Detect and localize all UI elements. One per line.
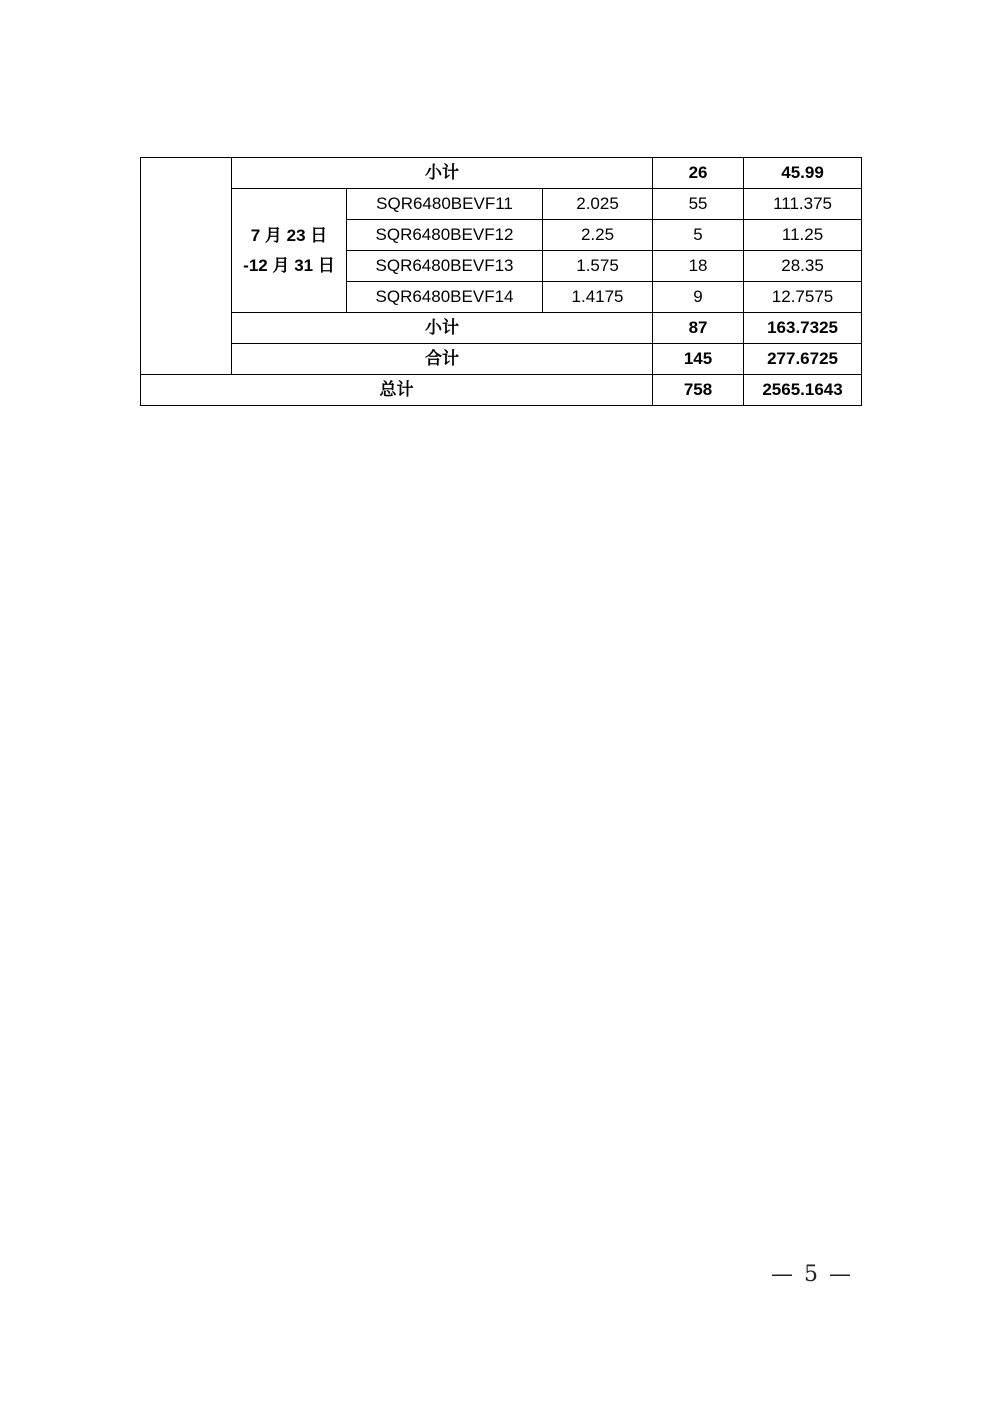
- total-amount: 277.6725: [744, 344, 862, 375]
- table-row: [141, 344, 862, 375]
- table-row: [141, 158, 862, 189]
- amount-cell: 11.25: [744, 220, 862, 251]
- unit-cell: 1.575: [543, 251, 653, 282]
- grand-total-label: 总计: [141, 375, 653, 406]
- unit-cell: 1.4175: [543, 282, 653, 313]
- amount-cell: 111.375: [744, 189, 862, 220]
- quantity-cell: 9: [653, 282, 744, 313]
- unit-cell: 2.025: [543, 189, 653, 220]
- subtotal-label: 小计: [232, 158, 653, 189]
- quantity-cell: 18: [653, 251, 744, 282]
- period-end: -12 月 31 日: [243, 255, 335, 275]
- model-cell: SQR6480BEVF11: [347, 189, 543, 220]
- grand-total-quantity: 758: [653, 375, 744, 406]
- subtotal-amount: 163.7325: [744, 313, 862, 344]
- table-row: [141, 189, 862, 220]
- unit-cell: 2.25: [543, 220, 653, 251]
- amount-cell: 28.35: [744, 251, 862, 282]
- grand-total-amount: 2565.1643: [744, 375, 862, 406]
- subtotal-label: 小计: [232, 313, 653, 344]
- total-quantity: 145: [653, 344, 744, 375]
- merged-blank-cell: [141, 158, 232, 375]
- page-number: — 5 —: [771, 1262, 853, 1287]
- model-cell: SQR6480BEVF12: [347, 220, 543, 251]
- table-row: [141, 375, 862, 406]
- model-cell: SQR6480BEVF14: [347, 282, 543, 313]
- subtotal-quantity: 87: [653, 313, 744, 344]
- quantity-cell: 55: [653, 189, 744, 220]
- period-cell: [232, 189, 347, 313]
- model-cell: SQR6480BEVF13: [347, 251, 543, 282]
- data-table: [140, 157, 862, 406]
- subtotal-amount: 45.99: [744, 158, 862, 189]
- table-row: [141, 313, 862, 344]
- subtotal-quantity: 26: [653, 158, 744, 189]
- total-label: 合计: [232, 344, 653, 375]
- quantity-cell: 5: [653, 220, 744, 251]
- period-start: 7 月 23 日: [250, 225, 328, 245]
- amount-cell: 12.7575: [744, 282, 862, 313]
